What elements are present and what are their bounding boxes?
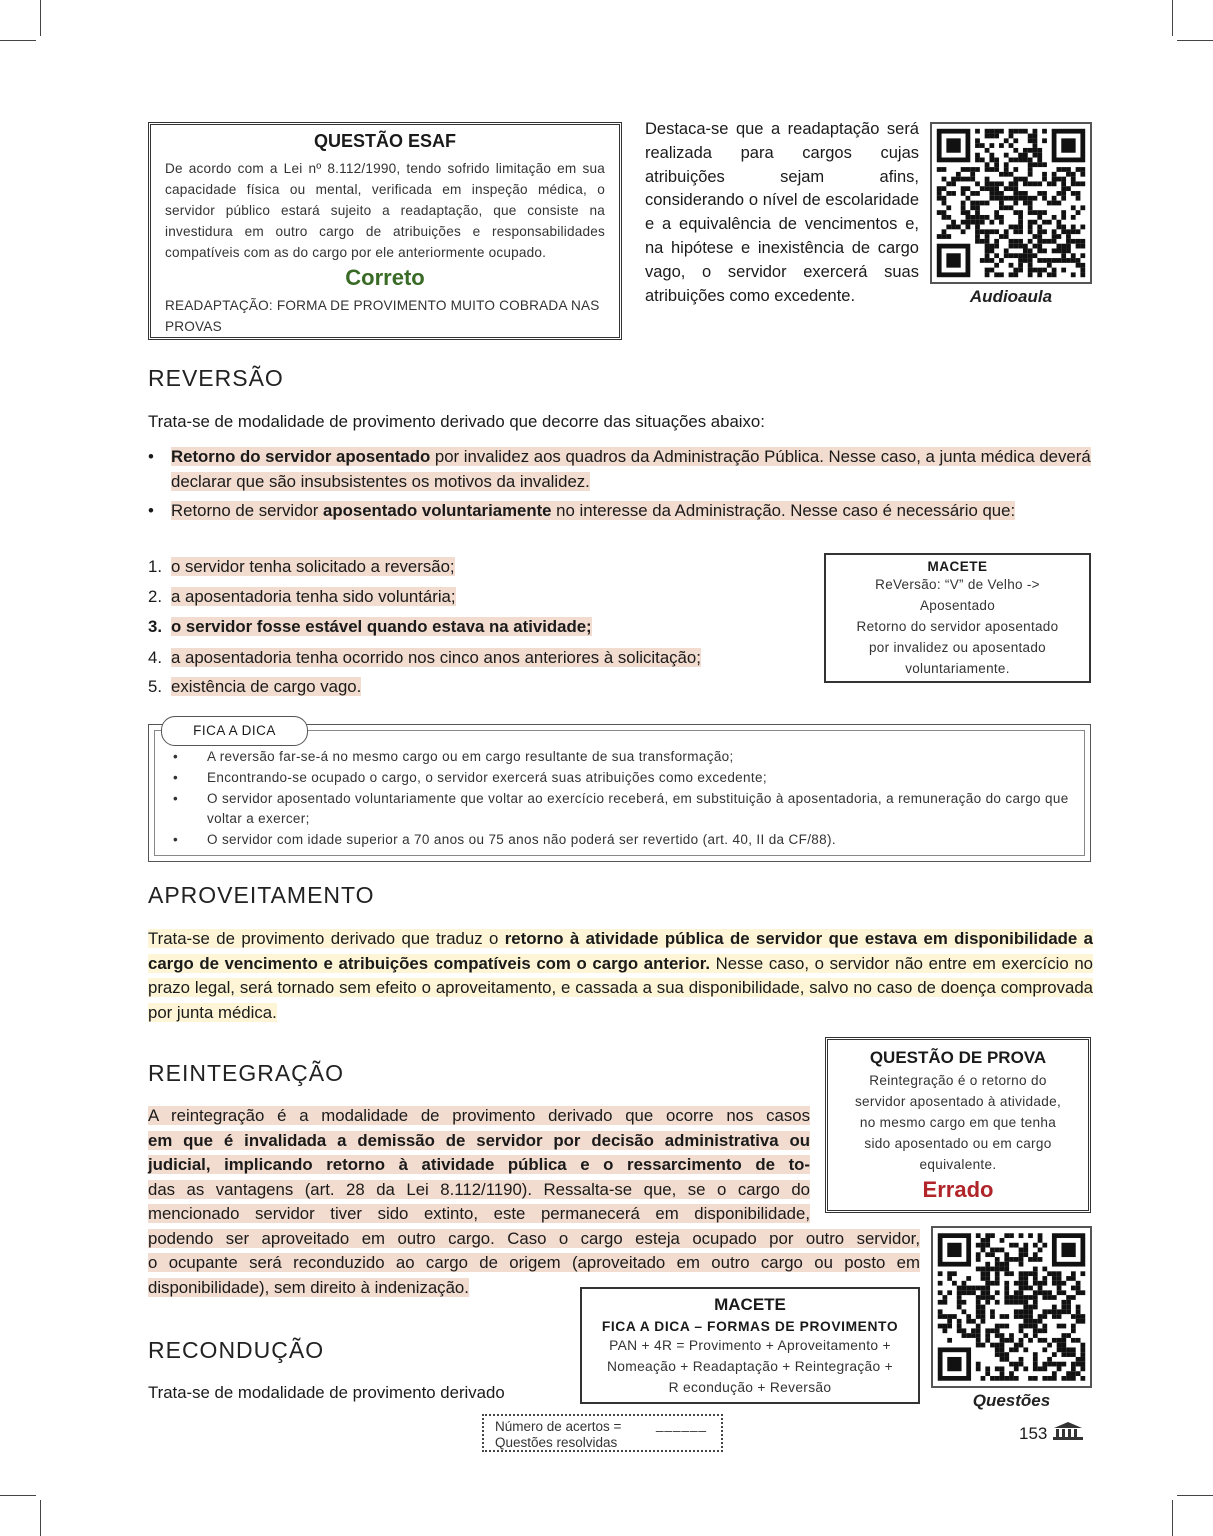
questao-esaf-title: QUESTÃO ESAF — [313, 131, 456, 151]
questao-esaf-note: READAPTAÇÃO: FORMA DE PROVIMENTO MUITO COBRADA NAS PROVAS — [165, 298, 600, 334]
list-text: A reversão far-se-á no mesmo cargo ou em cargo resultante de sua transformação; — [207, 749, 734, 764]
macete-line: ReVersão: “V” de Velho -> — [875, 577, 1040, 592]
list-item — [169, 768, 1074, 789]
list-item — [148, 585, 456, 609]
list-item — [169, 789, 1074, 831]
qr-code-icon — [933, 1228, 1090, 1386]
heading-aproveitamento: APROVEITAMENTO — [148, 882, 375, 908]
questao-prova-line: servidor aposentado à atividade, — [854, 1094, 1062, 1109]
heading-reintegracao: REINTEGRAÇÃO — [148, 1060, 345, 1086]
macete-line: Retorno do servidor aposentado — [856, 619, 1059, 634]
reversao-bullet-2 — [148, 499, 1093, 524]
paragraph-bold: retorno à atividade pública de servidor que estava em disponibilidade a cargo de vencimento e atribuições compatíveis com o cargo anterior. — [148, 929, 1093, 973]
paragraph-line: disponibilidade), sem direito à indenização. — [148, 1277, 469, 1297]
crop-mark — [1177, 1495, 1213, 1496]
crop-mark — [40, 0, 41, 36]
macete-title: MACETE — [927, 559, 988, 574]
list-text: a aposentadoria tenha sido voluntária; — [171, 587, 456, 606]
list-item — [148, 615, 592, 639]
acertos-blank: ______ — [656, 1417, 708, 1432]
qr-code-questoes[interactable] — [931, 1226, 1092, 1388]
bullet-icon: • — [148, 447, 154, 466]
page-number-text: 153 — [1019, 1424, 1048, 1443]
macete-line: voluntariamente. — [905, 661, 1010, 676]
paragraph-line: podendo ser aproveitado em outro cargo. Caso o cargo esteja ocupado por outro servidor, — [148, 1228, 920, 1248]
bullet-text: no interesse da Administração. Nesse caso é necessário que: — [551, 501, 1016, 520]
library-icon — [1052, 1421, 1084, 1441]
questao-de-prova-box — [825, 1037, 1091, 1213]
crop-mark — [1172, 1500, 1173, 1536]
list-text: Encontrando-se ocupado o cargo, o servidor exercerá suas atribuições como excedente; — [207, 769, 767, 785]
crop-mark — [0, 1495, 36, 1496]
list-text: a aposentadoria tenha ocorrido nos cinco anos anteriores à solicitação; — [171, 648, 701, 667]
acertos-box — [482, 1414, 723, 1452]
destaca-paragraph: Destaca-se que a readaptação será realizada para cargos cujas atribuições sejam afins, considerando o nível de escolaridade e a equivalência de vencimentos e, na hipótese e inexistência de cargo vago, o servidor exercerá suas atribuições como excedente. — [645, 120, 919, 305]
list-number: 2. — [148, 587, 162, 606]
macete-reversao-box — [824, 553, 1091, 683]
questao-prova-line: equivalente. — [919, 1157, 997, 1172]
bullet-icon: • — [173, 790, 179, 806]
list-item — [148, 555, 455, 579]
list-item — [148, 675, 361, 699]
list-number: 3. — [148, 617, 162, 636]
crop-mark — [0, 40, 36, 41]
qr-code-icon — [932, 124, 1090, 282]
bullet-icon: • — [173, 749, 179, 764]
paragraph-line: o ocupante será reconduzido ao cargo de origem (aproveitado em outro cargo ou posto em — [148, 1253, 920, 1272]
bullet-bold: Retorno do servidor aposentado — [171, 447, 431, 466]
questao-esaf-verdict: Correto — [345, 265, 425, 290]
bullet-text: Retorno de servidor — [171, 501, 324, 520]
macete-line: Aposentado — [919, 598, 996, 613]
paragraph-line: em que é invalidada a demissão de servidor por decisão administrativa ou — [148, 1130, 810, 1150]
list-text: o servidor tenha solicitado a reversão; — [171, 557, 455, 576]
qr-caption-questoes: Questões — [972, 1391, 1051, 1410]
fica-a-dica-list — [169, 747, 1074, 851]
heading-reconducao: RECONDUÇÃO — [148, 1337, 325, 1363]
heading-reversao: REVERSÃO — [148, 365, 284, 391]
questao-prova-line: no mesmo cargo em que tenha — [859, 1115, 1057, 1130]
macete-line: R econdução + Reversão — [668, 1380, 832, 1395]
list-item — [169, 830, 1074, 851]
acertos-numerator: Número de acertos = — [495, 1419, 622, 1434]
crop-mark — [40, 1500, 41, 1536]
reversao-intro: Trata-se de modalidade de provimento derivado que decorre das situações abaixo: — [148, 412, 765, 431]
list-number: 5. — [148, 677, 162, 696]
reversao-bullet-1 — [148, 445, 1093, 494]
list-item — [169, 747, 1074, 768]
list-item — [148, 646, 701, 670]
questao-prova-line: Reintegração é o retorno do — [869, 1073, 1047, 1088]
macete-formas-box — [580, 1287, 920, 1404]
list-text: existência de cargo vago. — [171, 677, 362, 696]
questao-prova-line: sido aposentado ou em cargo — [864, 1136, 1052, 1151]
macete-title: MACETE — [714, 1295, 786, 1314]
reintegracao-paragraph — [148, 1104, 920, 1300]
acertos-denominator: Questões resolvidas — [495, 1435, 618, 1450]
page-number — [1019, 1421, 1084, 1444]
list-number: 4. — [148, 648, 162, 667]
aproveitamento-paragraph — [148, 927, 1093, 1025]
macete-line: PAN + 4R = Provimento + Aproveitamento + — [609, 1338, 891, 1353]
fica-a-dica-tab: FICA A DICA — [161, 716, 308, 746]
bullet-icon: • — [173, 769, 179, 785]
qr-code-audioaula[interactable] — [930, 122, 1092, 284]
macete-subtitle: FICA A DICA – FORMAS DE PROVIMENTO — [601, 1319, 899, 1334]
reconducao-intro: Trata-se de modalidade de provimento derivado — [148, 1383, 505, 1402]
paragraph-text: Trata-se de provimento derivado que traduz o — [148, 929, 505, 948]
bullet-text: por invalidez aos quadros da Administração Pública. Nesse caso, a junta médica deverá declarar que são insubsistentes os motivos da invalidez. — [171, 447, 1091, 491]
list-text: o servidor fosse estável quando estava na atividade; — [171, 617, 592, 636]
list-text: O servidor com idade superior a 70 anos ou 75 anos não poderá ser revertido (art. 40, II da CF/88). — [207, 832, 836, 848]
paragraph-line: das as vantagens (art. 28 da Lei 8.112/1190). Ressalta-se que, se o cargo do — [148, 1179, 810, 1199]
bullet-bold: aposentado voluntariamente — [323, 501, 552, 520]
fica-a-dica-box — [148, 724, 1091, 862]
bullet-icon: • — [148, 501, 154, 520]
macete-line: por invalidez ou aposentado — [869, 640, 1046, 655]
list-text: O servidor aposentado voluntariamente que voltar ao exercício receberá, em substituição à aposentadoria, a remuneração do cargo que voltar a exercer; — [207, 790, 1069, 827]
questao-prova-verdict: Errado — [922, 1177, 994, 1202]
paragraph-line: mencionado servidor tiver sido extinto, este permanecerá em disponibilidade, — [148, 1204, 810, 1223]
list-number: 1. — [148, 557, 162, 576]
paragraph-line: judicial, implicando retorno à atividade pública e o ressarcimento de to- — [148, 1155, 810, 1174]
questao-esaf-box — [148, 122, 622, 340]
questao-esaf-body: De acordo com a Lei nº 8.112/1990, tendo sofrido limitação em sua capacidade física ou mental, verificada em inspeção médica, o servidor público estará sujeito a readaptação, que consiste na investidura em outro cargo de atribuições e responsabilidades compatíveis com as do cargo por ele anteriormente ocupado. — [165, 161, 605, 260]
paragraph-line: A reintegração é a modalidade de provimento derivado que ocorre nos casos — [148, 1106, 810, 1125]
qr-caption-audioaula: Audioaula — [969, 287, 1053, 306]
crop-mark — [1172, 0, 1173, 36]
questao-prova-title: QUESTÃO DE PROVA — [869, 1048, 1047, 1067]
macete-line: Nomeação + Readaptação + Reintegração + — [607, 1359, 893, 1374]
bullet-icon: • — [173, 832, 179, 848]
paragraph-text: Nesse caso, o servidor não entre em exercício no prazo legal, será tornado sem efeito o aproveitamento, e cassada a sua disponibilidade, salvo no caso de doença comprovada por junta médica. — [148, 953, 1093, 1022]
crop-mark — [1177, 40, 1213, 41]
